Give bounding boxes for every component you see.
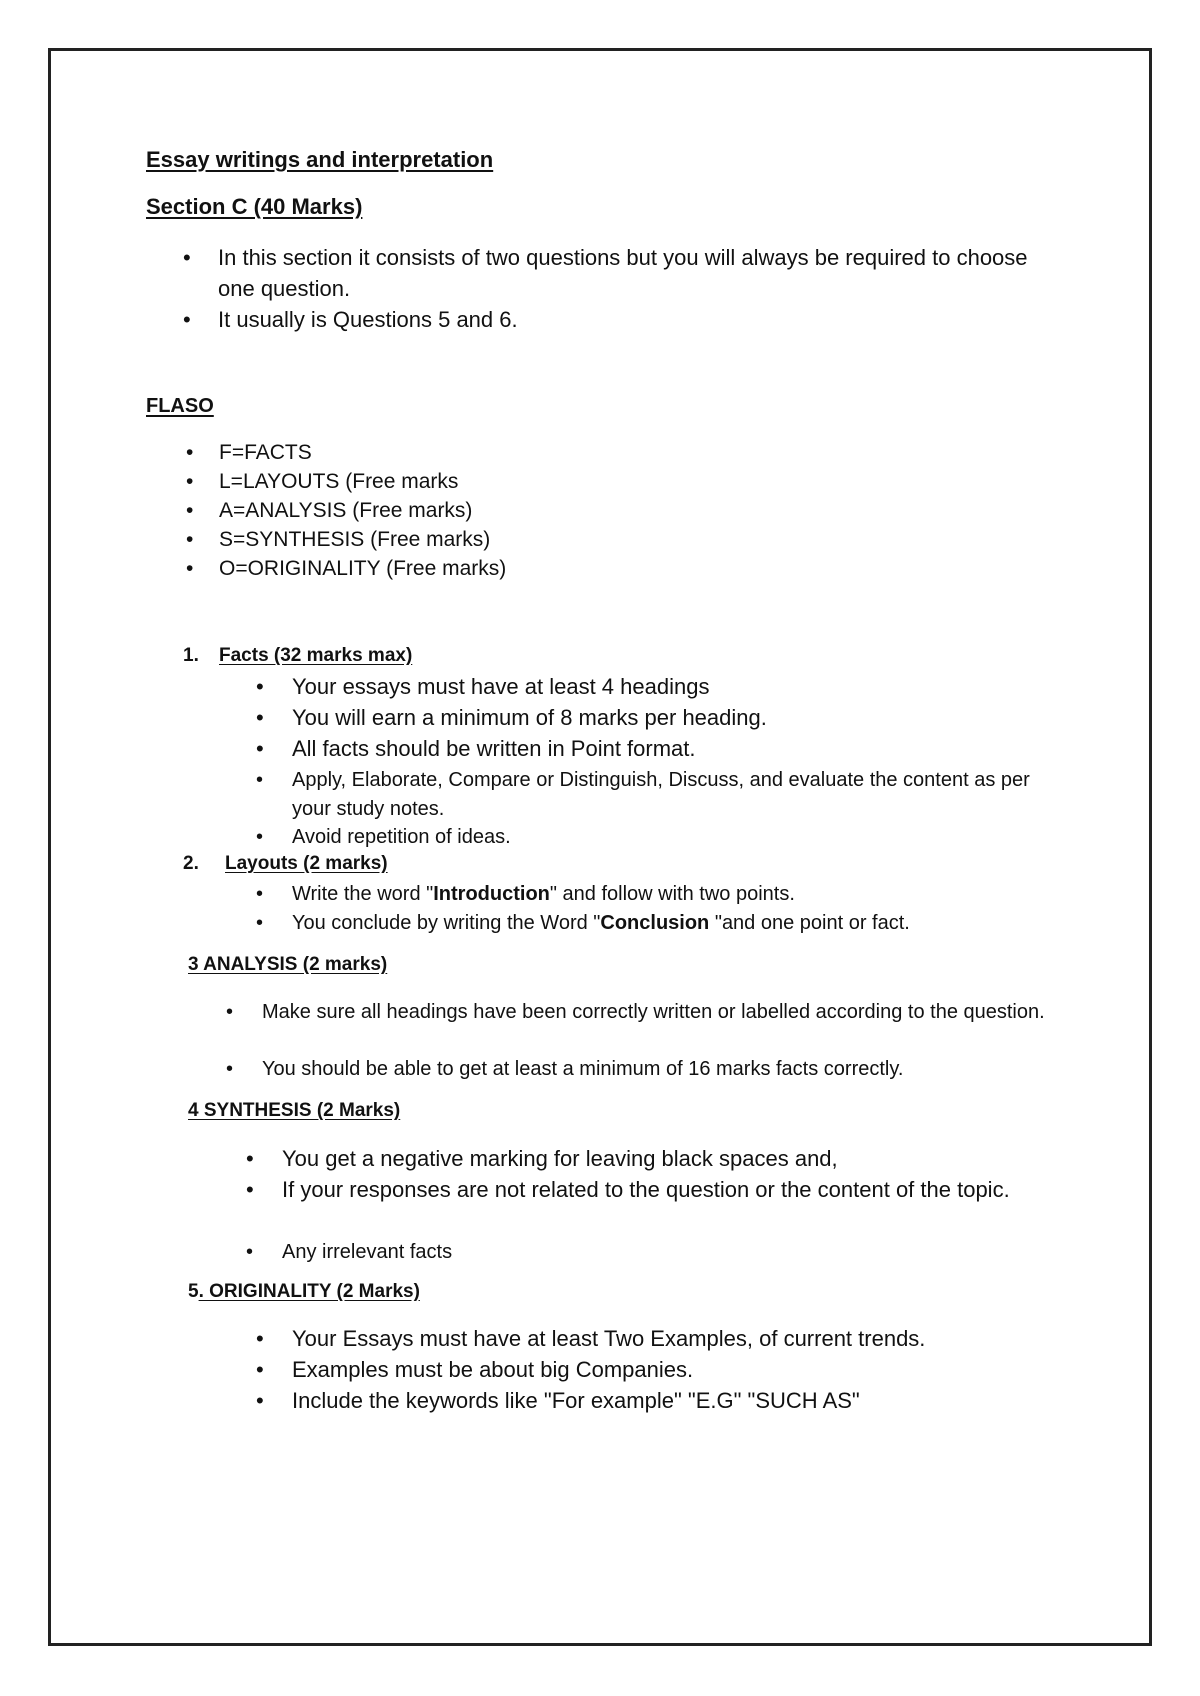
analysis-heading: 3 ANALYSIS (2 marks)	[188, 954, 388, 975]
originality-heading: 5. ORIGINALITY (2 Marks)	[188, 1281, 420, 1302]
bullet-icon: •	[183, 245, 191, 270]
bullet-icon: •	[256, 826, 264, 848]
bullet-icon: •	[256, 769, 264, 791]
synthesis-heading: 4 SYNTHESIS (2 Marks)	[188, 1100, 401, 1121]
bullet-icon: •	[186, 528, 194, 551]
bullet-icon: •	[226, 1001, 234, 1023]
section-c-heading: Section C (40 Marks)	[146, 194, 363, 219]
bullet-icon: •	[186, 499, 194, 522]
bullet-icon: •	[256, 674, 264, 699]
bullet-icon: •	[246, 1177, 254, 1202]
bullet-icon: •	[256, 912, 264, 934]
bullet-icon: •	[186, 441, 194, 464]
bullet-icon: •	[256, 1326, 264, 1351]
facts-number: 1.	[183, 645, 199, 666]
bullet-icon: •	[256, 1357, 264, 1382]
bullet-icon: •	[186, 470, 194, 493]
bullet-icon: •	[256, 883, 264, 905]
bullet-icon: •	[246, 1241, 254, 1263]
layouts-heading: Layouts (2 marks)	[225, 853, 388, 874]
bullet-icon: •	[183, 307, 191, 332]
bullet-icon: •	[186, 557, 194, 580]
flaso-heading: FLASO	[146, 395, 214, 417]
bullet-icon: •	[246, 1146, 254, 1171]
facts-heading: Facts (32 marks max)	[219, 645, 413, 666]
bullet-icon: •	[256, 705, 264, 730]
bullet-icon: •	[256, 1388, 264, 1413]
document-title: Essay writings and interpretation	[146, 147, 494, 172]
bullet-icon: •	[226, 1058, 234, 1080]
layouts-number: 2.	[183, 853, 199, 874]
bullet-icon: •	[256, 736, 264, 761]
